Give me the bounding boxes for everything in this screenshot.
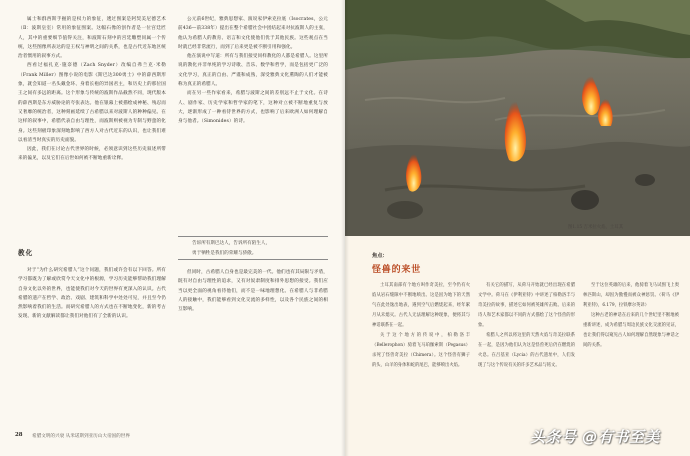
paragraph: 这种古老的神话在后来的几个世纪里不断地被重新讲述，成为希腊与周边民族文化交流的见证，也让我们得以窥见古人如何理解自然现象与神话之间的关系。 xyxy=(583,313,679,348)
sidebar-title: 怪兽的来世 xyxy=(372,265,422,275)
paragraph: 公元前6世纪，雅典思想家、演说家伊索克拉底（Isocrates，公元前436—前338年）提出在整个希腊社会中团结起来对抗波斯人的主张，他认为希腊人的教育、语言和文化使他们优于其他民族。这些观点在当时就已经非常流行，而到了后来更是被不断引用和强化。 xyxy=(178,17,328,50)
paragraph: 土耳其南部有个地方叫作奇美拉，至今仍有火焰从岩石缝隙中不断地喷出。这是因为地下的天然气在此处逸出地表，遇到空气后燃烧起来，经年累月从未熄灭。古代人无法理解这种现象，便将其与神话联系在一起。 xyxy=(372,283,470,328)
sidebar-kicker: 焦点： xyxy=(372,253,388,259)
quote-line: 告诉所有斯巴达人，告诉所有陌生人， xyxy=(192,241,271,246)
paragraph: 但同时，古希腊人自身也是最完美的一代。他们也有其局限与矛盾，既有对自由与理性的追求，又有对奴隶制度和排外思想的接受。我们应当以更全面的视角看待他们，而不是一味地理想化。在希腊人与非希腊人的接触中，我们能够看到文化交流的多样性，以及各个民族之间的相互影响。 xyxy=(178,270,328,313)
book-gutter xyxy=(341,0,349,456)
paragraph: 至于这位英雄的后来，他骑着飞马试图飞上奥林匹斯山，却因为傲慢而被众神惩罚。（荷马《伊利亚特》，6.179，拉铁摩尔英译） xyxy=(583,283,679,308)
quote-line: 勇于牺牲是我们的荣耀与骄傲。 xyxy=(192,250,257,256)
paragraph: 希腊人之所以将这里的天然火焰与奇美拉联系在一起，是因为他们认为这是怪兽死后仍在燃烧的火息。在吕基亚（Lycia）的古代遗址中，人们发现了与这个传说有关的许多艺术品与铭文。 xyxy=(478,333,575,368)
paragraph: 他在演说中写道：所有与我们接受同样教化的人都是希腊人。这里所说的教化并非单纯的学习诗歌、音乐、数学和哲学，而是包括更广泛的文化学习，真正的自由、严谨和成熟，深受雅典文化熏陶的人们才能被称为真正的希腊人。 xyxy=(178,54,328,88)
block-quote xyxy=(178,236,328,260)
paragraph: 西看过福扎克·施奈德（Zach Snyder）改编自弗兰克·米勒（Frank Miller）图像小说的电影《斯巴达300勇士》中的薛西斯形象，就会知道一名头戴金环、身着长袍的异国君主，和历史上的那位国王之间有多远的距离。这个形象与传统的波斯作品截然不同，现代版本的薛西斯是东方威胁论的夸张表达。他在银幕上被描绘成神秘、残忍而又奢靡的统治者，这种刻画延续了古希腊以来对波斯人的种种偏见。在这样的叙事中，希腊代表自由与理性，而波斯则被视为专制与野蛮的化身。这些刻板印象深刻地影响了西方人对古代近东的认识，也让我们难以看清当时真实的历史面貌。 xyxy=(18,63,166,143)
section-heading: 教化 xyxy=(18,249,34,257)
left-column-a xyxy=(18,15,166,235)
page-number: 28 xyxy=(15,432,23,438)
right-column-c xyxy=(583,281,679,416)
right-column-b xyxy=(478,281,575,416)
paragraph: 属士和群西斯手握的是权力的象征，透过图案是阿契美尼德艺术（Ⅱ：波斯皇室）常用的象征图案。这幅石像的创作者是一位宫廷匠人，其中的重要细节值得关注，和波斯石刻中的宫廷雕塑同属一个传统，这些图像所表达的是王权与神明之间的关系，也是古代近东地区统治者惯用的叙事方式。 xyxy=(18,17,166,60)
watermark: 头条号 @有书至美 xyxy=(530,428,660,446)
photo-chimera-flames xyxy=(345,0,690,236)
paragraph: 而在另一些作家看来，希腊与波斯之间的差别远不止于文化。在诗人、剧作家、历史学家和哲学家的笔下，这种对立被不断地重复与放大，逐渐形成了一种看待世界的方式，也影响了后来欧洲人如何理解自身与他者。（Simonides）的诗。 xyxy=(178,91,328,125)
paragraph: 因此，我们在讨论古代世界的时候，必须意识到这些历史叙述所带来的偏见，以及它们在后世如何被不断地重新诠释。 xyxy=(18,147,166,162)
paragraph: 有关它的描写，从荷马开始就已经出现在希腊文学中。荷马在《伊利亚特》中讲述了柏勒洛丰与奇美拉的故事，描述它如何被英雄所击败。后来的诗人和艺术家都以不同的方式描绘了这个怪兽的形象。 xyxy=(478,283,575,328)
left-column-d xyxy=(178,268,328,388)
photo-caption: 图1.15 吉米拉火焰，土耳其 xyxy=(568,225,624,230)
left-column-c xyxy=(18,266,166,386)
running-footer: 希腊文明的兴衰 从米诺斯到亚历山大帝国的世界 xyxy=(32,434,130,439)
paragraph: 关于这个地方的传说中，柏勒洛丰（Bellerophon）骑着飞马珀伽索斯（Pegasus）杀死了怪兽奇美拉（Chimera）。这个怪兽有狮子的头、山羊的身体和蛇的尾巴，能够喷出火焰。 xyxy=(372,333,470,368)
left-column-b xyxy=(178,15,328,233)
paragraph: 对于“为什么研究希腊人”这个问题，我们或许会有以下回答。所有学习都既为了解或欣赏今天文化中的根源，学习历史能够帮助我们理解自身文化以外的世界，也能使我们对今天的世界有更深入的认识。古代希腊的遗产在哲学、政治、戏剧、建筑和科学中处处可见，并且至今仍然影响着我们的生活。而研究希腊人的方式也在不断地变化，新的考古发现、新的文献解读都让我们对他们有了全新的认识。 xyxy=(18,268,166,320)
right-column-a xyxy=(372,281,470,416)
